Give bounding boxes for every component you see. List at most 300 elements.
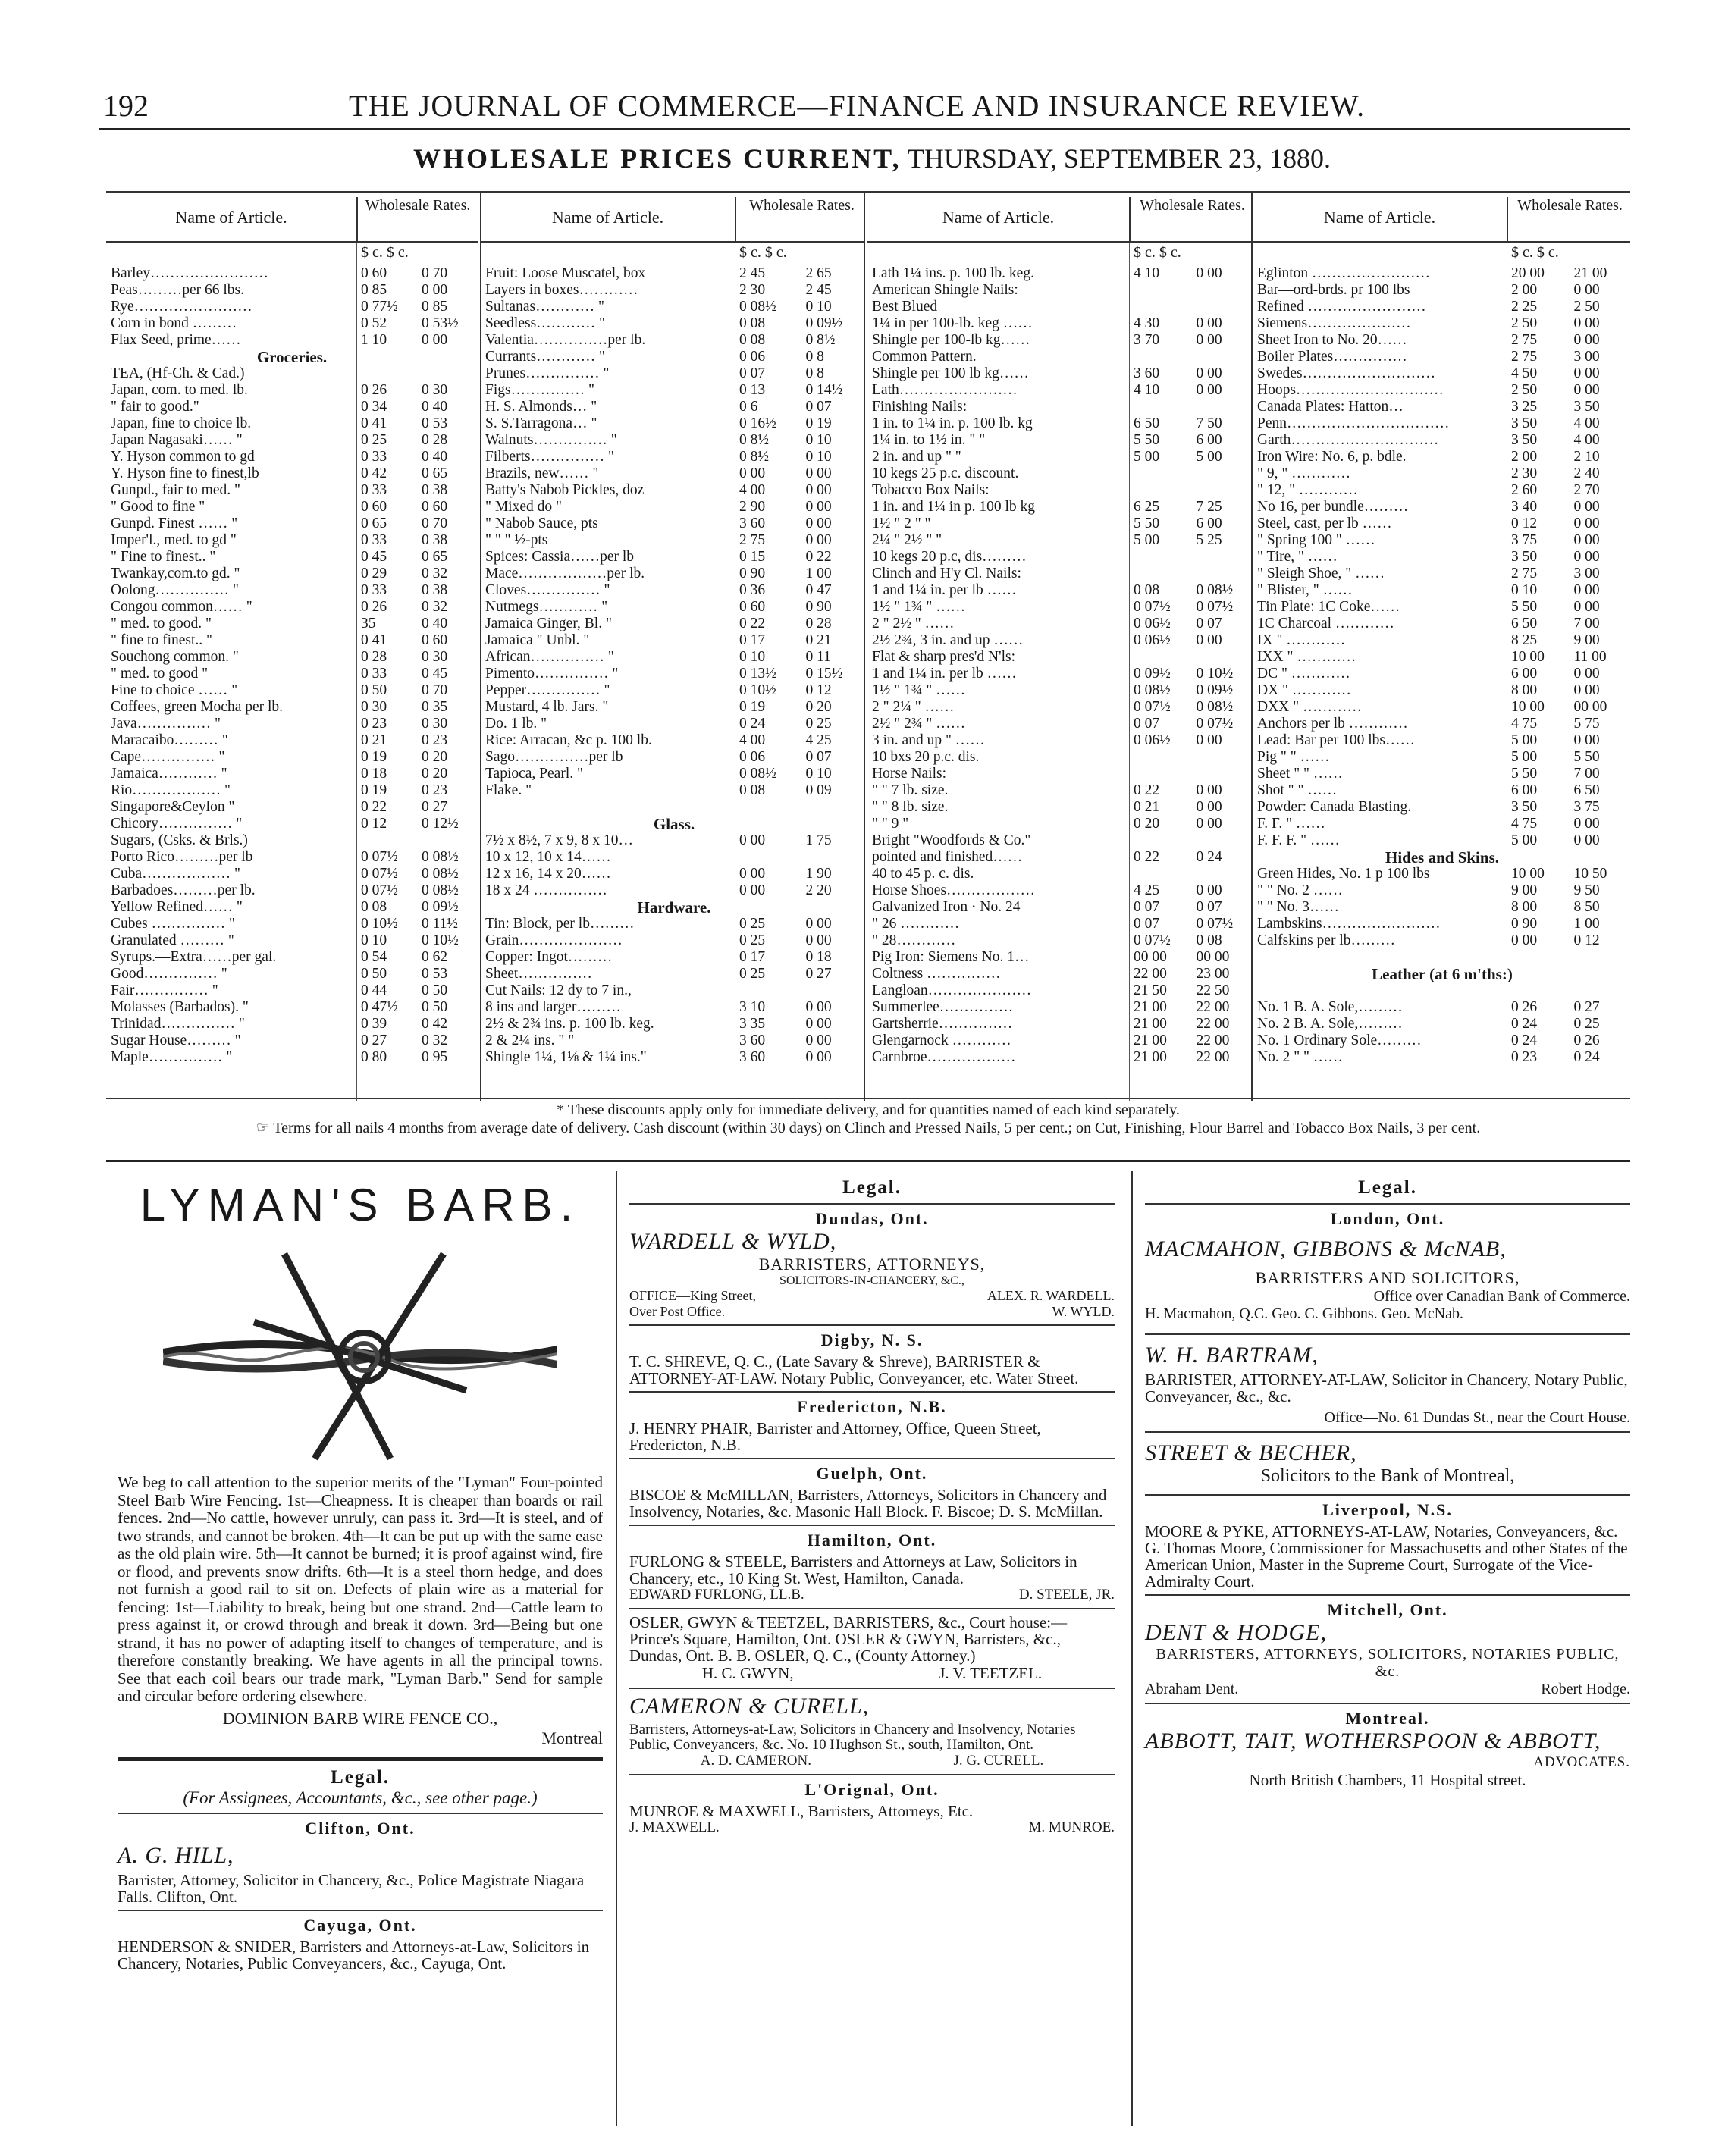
rate-high: 2 50 — [1573, 299, 1600, 315]
liverpool-city: Liverpool, N.S. — [1322, 1500, 1453, 1519]
rate-high: 22 00 — [1196, 1049, 1230, 1065]
rate-low: 21 00 — [1134, 1033, 1167, 1048]
rate-high: 0 00 — [805, 465, 832, 481]
article-name: " Tire, " …… — [1257, 549, 1338, 565]
rate-high: 1 00 — [805, 566, 832, 581]
price-row — [481, 882, 864, 899]
price-row — [1253, 782, 1630, 799]
article-name: Coffees, green Mocha per lb. — [111, 699, 284, 715]
rate-low: 0 25 — [739, 966, 766, 982]
hamilton-n2: D. STEELE, JR. — [1018, 1587, 1115, 1603]
rate-high: 00 00 — [1573, 699, 1607, 715]
article-name: 10 x 12, 10 x 14…… — [485, 849, 611, 865]
rate-low: 0 00 — [739, 465, 766, 481]
rate-high: 6 00 — [1196, 432, 1222, 448]
article-name: Coltness …………… — [872, 966, 1001, 982]
rate-high: 0 8½ — [805, 332, 836, 348]
article-name: Bright "Woodfords & Co." — [872, 832, 1031, 848]
article-name: " Spring 100 " …… — [1257, 532, 1375, 548]
article-name: Groceries. — [256, 349, 328, 365]
article-name: Cubes …………… " — [111, 916, 235, 932]
article-name: Summerlee…………… — [872, 999, 1014, 1015]
price-row — [1253, 682, 1630, 699]
rate-low: 0 06 — [739, 749, 766, 765]
article-name: Swedes……………………… — [1257, 365, 1436, 381]
dundas-l4a: Over Post Office. — [629, 1304, 726, 1319]
rate-low: 0 90 — [1511, 916, 1538, 932]
cameron-text: Barristers, Attorneys-at-Law, Solicitors in Chancery and Insolvency, Notaries Public, Conveyancers, &c. No. 10 Hughson St., south, Hamilton, Ont. — [629, 1722, 1076, 1753]
article-name: " 26 ………… — [872, 916, 960, 932]
article-name: F. F. " …… — [1257, 816, 1325, 832]
bartram-office: Office—No. 61 Dundas St., near the Court House. — [1324, 1409, 1630, 1426]
rate-low: 2 30 — [739, 282, 766, 298]
price-row — [867, 382, 1251, 399]
prices-title: WHOLESALE PRICES CURRENT, — [413, 143, 902, 174]
prices-heading — [227, 143, 1516, 174]
price-row — [106, 932, 478, 949]
rate-high: 0 00 — [1573, 682, 1600, 698]
unit-header: $ c. $ c. — [739, 244, 787, 261]
rate-high: 0 35 — [422, 699, 448, 715]
price-row — [106, 616, 478, 632]
price-row — [481, 432, 864, 449]
rate-high: 0 00 — [1573, 382, 1600, 398]
price-row — [867, 299, 1251, 315]
price-row — [867, 666, 1251, 682]
article-name: Langloan………………… — [872, 982, 1032, 998]
article-name: African…………… " — [485, 649, 614, 665]
rate-low: 5 00 — [1134, 532, 1160, 548]
rate-low: 0 23 — [1511, 1049, 1538, 1065]
rate-low: 1 10 — [361, 332, 387, 348]
legal-header-3: Legal. — [1358, 1177, 1417, 1198]
price-row — [106, 666, 478, 682]
rate-high: 0 14½ — [805, 382, 843, 398]
rate-high: 0 27 — [422, 799, 448, 815]
rate-high: 0 07½ — [1196, 916, 1234, 932]
article-name: Tobacco Box Nails: — [872, 482, 990, 498]
price-row — [867, 365, 1251, 382]
article-name: Sheet " " …… — [1257, 766, 1343, 782]
article-name: Pig Iron: Siemens No. 1… — [872, 949, 1030, 965]
col-rates-header: Wholesale Rates. — [1507, 197, 1632, 243]
article-name: Anchors per lb ………… — [1257, 716, 1408, 732]
rate-low: 0 41 — [361, 415, 387, 431]
article-name: Penn…………………………… — [1257, 415, 1450, 431]
article-name: DXX " ………… — [1257, 699, 1362, 715]
rate-low: 0 07½ — [361, 849, 398, 865]
article-name: Galvanized Iron · No. 24 — [872, 899, 1021, 915]
article-name: No. 1 B. A. Sole,……… — [1257, 999, 1403, 1015]
rate-low: 4 30 — [1134, 315, 1160, 331]
rate-high: 0 07½ — [1196, 599, 1234, 615]
price-row — [1253, 566, 1630, 582]
price-row — [1253, 949, 1630, 966]
rate-high: 0 00 — [1196, 732, 1222, 748]
price-row — [481, 666, 864, 682]
rate-high: 0 28 — [422, 432, 448, 448]
article-name: Flat & sharp pres'd N'ls: — [872, 649, 1016, 665]
dundas-l3b: ALEX. R. WARDELL. — [986, 1288, 1115, 1303]
rate-low: 0 26 — [1511, 999, 1538, 1015]
rate-high: 0 65 — [422, 465, 448, 481]
price-row — [106, 482, 478, 499]
rate-low: 2 90 — [739, 499, 766, 515]
rate-high: 0 00 — [805, 999, 832, 1015]
article-name: 1¼ in. to 1½ in. " " — [872, 432, 986, 448]
rate-low: 0 07½ — [1134, 932, 1171, 948]
rate-low: 2 45 — [739, 265, 766, 281]
rate-low: 0 07 — [1134, 899, 1160, 915]
london-firm: MACMAHON, GIBBONS & McNAB, — [1145, 1236, 1507, 1261]
rate-low: 0 17 — [739, 632, 766, 648]
lorignal-text: MUNROE & MAXWELL, Barristers, Attorneys, Etc. — [629, 1802, 974, 1820]
article-name: Chicory…………… " — [111, 816, 243, 832]
article-name: 1½ " 2 " " — [872, 515, 931, 531]
price-row — [867, 749, 1251, 766]
rate-low: 0 19 — [739, 699, 766, 715]
rate-high: 0 15½ — [805, 666, 843, 682]
article-name: " Nabob Sauce, pts — [485, 515, 598, 531]
rate-high: 0 07 — [805, 749, 832, 765]
price-row — [481, 782, 864, 799]
price-row — [867, 899, 1251, 916]
article-name: Java…………… " — [111, 716, 221, 732]
price-row — [867, 982, 1251, 999]
article-name: Glengarnock ………… — [872, 1033, 1011, 1048]
price-row — [106, 649, 478, 666]
article-name: American Shingle Nails: — [872, 282, 1018, 298]
price-row — [867, 549, 1251, 566]
rate-low: 0 22 — [739, 616, 766, 631]
rate-low: 0 24 — [739, 716, 766, 732]
article-name: H. S. Almonds… " — [485, 399, 597, 415]
rate-low: 0 45 — [361, 549, 387, 565]
rate-high: 0 8 — [805, 365, 824, 381]
price-row — [481, 465, 864, 482]
rate-high: 0 10½ — [1196, 666, 1234, 682]
price-row — [867, 432, 1251, 449]
price-row — [106, 315, 478, 332]
rate-high: 4 00 — [1573, 432, 1600, 448]
price-row — [1253, 832, 1630, 849]
rate-low: 0 6 — [739, 399, 758, 415]
price-row — [1253, 532, 1630, 549]
rate-high: 0 12 — [1573, 932, 1600, 948]
article-name: Fruit: Loose Muscatel, box — [485, 265, 646, 281]
price-row — [106, 999, 478, 1016]
rate-high: 1 75 — [805, 832, 832, 848]
article-name: " " 8 lb. size. — [872, 799, 949, 815]
article-name: Trinidad…………… " — [111, 1016, 245, 1032]
rate-low: 2 00 — [1511, 282, 1538, 298]
rate-high: 7 50 — [1196, 415, 1222, 431]
rate-low: 6 00 — [1511, 782, 1538, 798]
rate-high: 0 00 — [1573, 499, 1600, 515]
rate-low: 8 00 — [1511, 682, 1538, 698]
rate-low: 0 07 — [739, 365, 766, 381]
rate-high: 0 00 — [1573, 282, 1600, 298]
rate-high: 1 90 — [805, 866, 832, 882]
guelph-text: BISCOE & McMILLAN, Barristers, Attorneys, Solicitors in Chancery and Insolvency, Notaries, &c. Masonic Hall Block. F. Biscoe; D. S. McMillan. — [629, 1486, 1107, 1521]
price-row — [481, 766, 864, 782]
rate-low: 0 08½ — [739, 299, 776, 315]
col-rates-header: Wholesale Rates. — [1129, 197, 1254, 243]
article-name: Valentia……………per lb. — [485, 332, 646, 348]
rate-high: 0 10 — [805, 449, 832, 465]
rate-low: 0 10 — [1511, 582, 1538, 598]
london-l2: Office over Canadian Bank of Commerce. — [1373, 1288, 1630, 1305]
price-row — [106, 766, 478, 782]
rate-low: 0 23 — [361, 716, 387, 732]
article-name: Gunpd. Finest …… " — [111, 515, 238, 531]
price-row — [106, 866, 478, 882]
rate-high: 0 27 — [1573, 999, 1600, 1015]
price-row — [867, 616, 1251, 632]
article-name: Siemens………………… — [1257, 315, 1411, 331]
price-row — [1253, 816, 1630, 832]
rate-high: 3 00 — [1573, 566, 1600, 581]
price-row — [481, 282, 864, 299]
rate-high: 0 21 — [805, 632, 832, 648]
rate-high: 0 00 — [1196, 365, 1222, 381]
price-row — [867, 866, 1251, 882]
rate-low: 0 39 — [361, 1016, 387, 1032]
price-row — [1253, 766, 1630, 782]
dundas-l3a: OFFICE—King Street, — [629, 1288, 757, 1303]
price-row — [481, 315, 864, 332]
rate-low: 0 19 — [361, 749, 387, 765]
price-row — [481, 832, 864, 849]
rate-high: 0 24 — [1573, 1049, 1600, 1065]
rate-low: 3 50 — [1511, 799, 1538, 815]
rate-high: 3 00 — [1573, 349, 1600, 365]
rate-low: 0 33 — [361, 582, 387, 598]
article-name: TEA, (Hf-Ch. & Cad.) — [111, 365, 245, 381]
price-row — [481, 699, 864, 716]
rate-high: 0 25 — [805, 716, 832, 732]
article-name: No. 2 " " …… — [1257, 1049, 1343, 1065]
price-column-3 — [864, 193, 1251, 1101]
article-name: Japan Nagasaki…… " — [111, 432, 243, 448]
price-row — [481, 399, 864, 415]
wholesale-prices-table — [106, 191, 1630, 1099]
price-row — [1253, 432, 1630, 449]
rate-high: 0 70 — [422, 265, 448, 281]
rate-low: 0 13 — [739, 382, 766, 398]
article-name: Horse Nails: — [872, 766, 947, 782]
price-row — [867, 499, 1251, 515]
article-name: Sago……………per lb — [485, 749, 623, 765]
price-row — [481, 799, 864, 816]
price-row — [1253, 866, 1630, 882]
price-row — [106, 465, 478, 482]
article-name: " med. to good. " — [111, 616, 212, 631]
price-row — [867, 1016, 1251, 1033]
article-name: Rye…………………… — [111, 299, 252, 315]
rate-high: 0 23 — [422, 732, 448, 748]
article-name: Batty's Nabob Pickles, doz — [485, 482, 645, 498]
price-row — [106, 549, 478, 566]
cayuga-text: HENDERSON & SNIDER, Barristers and Attorneys-at-Law, Solicitors in Chancery, Notaries, Public Conveyancers, &c., Cayuga, Ont. — [118, 1937, 590, 1973]
article-name: Sultanas………… " — [485, 299, 604, 315]
mitchell-n1: Abraham Dent. — [1145, 1681, 1239, 1697]
rate-low: 0 50 — [361, 966, 387, 982]
article-name: Molasses (Barbados). " — [111, 999, 249, 1015]
rate-low: 0 22 — [361, 799, 387, 815]
rate-low: 5 00 — [1511, 832, 1538, 848]
article-name: F. F. F. " …… — [1257, 832, 1340, 848]
rate-low: 0 00 — [1511, 932, 1538, 948]
cameron-n1: A. D. CAMERON. — [700, 1753, 811, 1769]
price-row — [481, 1049, 864, 1066]
rate-high: 0 07½ — [1196, 716, 1234, 732]
article-name: No 16, per bundle……… — [1257, 499, 1409, 515]
rate-low: 4 10 — [1134, 382, 1160, 398]
rate-low: 21 00 — [1134, 999, 1167, 1015]
rate-low: 0 08 — [739, 782, 766, 798]
mitchell-firm: DENT & HODGE, — [1145, 1620, 1327, 1645]
price-row — [867, 415, 1251, 432]
rate-high: 0 09½ — [422, 899, 459, 915]
article-name: Green Hides, No. 1 p 100 lbs — [1257, 866, 1430, 882]
rate-high: 0 08 — [1196, 932, 1222, 948]
rate-low: 0 08 — [739, 332, 766, 348]
price-row — [481, 599, 864, 616]
price-row — [867, 816, 1251, 832]
rate-high: 0 20 — [422, 766, 448, 782]
ads-column-2 — [629, 1171, 1115, 1836]
article-name: Common Pattern. — [872, 349, 977, 365]
rate-high: 0 00 — [1196, 382, 1222, 398]
rate-high: 0 47 — [805, 582, 832, 598]
rate-high: 2 70 — [1573, 482, 1600, 498]
article-name: Flax Seed, prime…… — [111, 332, 241, 348]
rate-low: 0 29 — [361, 566, 387, 581]
price-row — [867, 732, 1251, 749]
rate-low: 0 10 — [739, 649, 766, 665]
fredericton-text: J. HENRY PHAIR, Barrister and Attorney, Office, Queen Street, Fredericton, N.B. — [629, 1419, 1041, 1454]
price-row — [867, 699, 1251, 716]
price-row — [106, 582, 478, 599]
rate-low: 4 00 — [739, 482, 766, 498]
price-row — [867, 799, 1251, 816]
price-row — [481, 682, 864, 699]
article-name: No. 1 Ordinary Sole……… — [1257, 1033, 1422, 1048]
clifton-firm: A. G. HILL, — [118, 1842, 234, 1868]
article-name: Walnuts…………… " — [485, 432, 617, 448]
rate-high: 6 50 — [1573, 782, 1600, 798]
price-row — [1253, 599, 1630, 616]
legal-sub: (For Assignees, Accountants, &c., see other page.) — [183, 1788, 538, 1807]
rate-high: 0 50 — [422, 999, 448, 1015]
price-row — [1253, 749, 1630, 766]
rate-high: 0 53 — [422, 415, 448, 431]
price-row — [106, 499, 478, 515]
rate-low: 6 00 — [1511, 666, 1538, 682]
bartram-firm: W. H. BARTRAM, — [1145, 1343, 1319, 1368]
article-name: Oolong…………… " — [111, 582, 239, 598]
rate-high: 0 65 — [422, 549, 448, 565]
article-name: Lambskins…………………… — [1257, 916, 1441, 932]
article-name: " Fine to finest.. " — [111, 549, 216, 565]
price-row — [867, 532, 1251, 549]
article-name: Canada Plates: Hatton… — [1257, 399, 1404, 415]
rate-low: 0 8½ — [739, 432, 769, 448]
rate-high: 0 10 — [805, 766, 832, 782]
rate-high: 0 12½ — [422, 816, 459, 832]
fredericton-city: Fredericton, N.B. — [797, 1397, 947, 1416]
article-name: Jamaica………… " — [111, 766, 227, 782]
rate-high: 5 00 — [1196, 449, 1222, 465]
rate-high: 0 40 — [422, 449, 448, 465]
article-name: Iron Wire: No. 6, p. bdle. — [1257, 449, 1407, 465]
rate-high: 0 26 — [1573, 1033, 1600, 1048]
article-name: Seedless………… " — [485, 315, 605, 331]
article-name: " " 7 lb. size. — [872, 782, 949, 798]
rate-low: 0 60 — [739, 599, 766, 615]
rate-high: 5 25 — [1196, 532, 1222, 548]
rate-low: 0 30 — [361, 699, 387, 715]
rate-low: 0 07½ — [361, 866, 398, 882]
article-name: Hardware. — [637, 899, 711, 916]
rate-low: 0 24 — [1511, 1016, 1538, 1032]
london-city: London, Ont. — [1330, 1209, 1445, 1228]
price-row — [481, 449, 864, 465]
article-name: Congou common…… " — [111, 599, 252, 615]
price-row — [1253, 666, 1630, 682]
article-name: 2 & 2¼ ins. " " — [485, 1033, 575, 1048]
price-row — [867, 1033, 1251, 1049]
price-row — [867, 682, 1251, 699]
rate-low: 0 77½ — [361, 299, 398, 315]
article-name: Powder: Canada Blasting. — [1257, 799, 1412, 815]
article-name: " Good to fine " — [111, 499, 205, 515]
rate-high: 0 11 — [805, 649, 831, 665]
rate-low: 21 00 — [1134, 1016, 1167, 1032]
price-row — [481, 999, 864, 1016]
rate-high: 5 50 — [1573, 749, 1600, 765]
price-row — [106, 832, 478, 849]
article-name: Sheet Iron to No. 20…… — [1257, 332, 1407, 348]
rate-low: 6 50 — [1134, 415, 1160, 431]
article-name: Leather (at 6 m'ths:) — [1372, 966, 1513, 982]
price-row — [1253, 632, 1630, 649]
cayuga-city: Cayuga, Ont. — [303, 1915, 417, 1935]
rate-low: 0 00 — [739, 882, 766, 898]
price-row — [867, 832, 1251, 849]
rate-high: 0 00 — [805, 499, 832, 515]
article-name: Porto Rico………per lb — [111, 849, 253, 865]
price-row — [106, 566, 478, 582]
rate-high: 0 30 — [422, 649, 448, 665]
price-row — [867, 649, 1251, 666]
lorignal-n1: J. MAXWELL. — [629, 1819, 720, 1835]
rate-high: 0 00 — [805, 482, 832, 498]
rate-high: 0 00 — [1196, 632, 1222, 648]
rate-high: 0 20 — [805, 699, 832, 715]
rate-high: 0 18 — [805, 949, 832, 965]
price-row — [867, 1049, 1251, 1066]
article-name: 40 to 45 p. c. dis. — [872, 866, 974, 882]
price-row — [106, 265, 478, 282]
price-row — [106, 349, 478, 365]
price-row — [106, 816, 478, 832]
article-name: Rio……………… " — [111, 782, 231, 798]
article-name: Tapioca, Pearl. " — [485, 766, 583, 782]
price-row — [1253, 966, 1630, 982]
article-name: 2½ & 2¾ ins. p. 100 lb. keg. — [485, 1016, 654, 1032]
